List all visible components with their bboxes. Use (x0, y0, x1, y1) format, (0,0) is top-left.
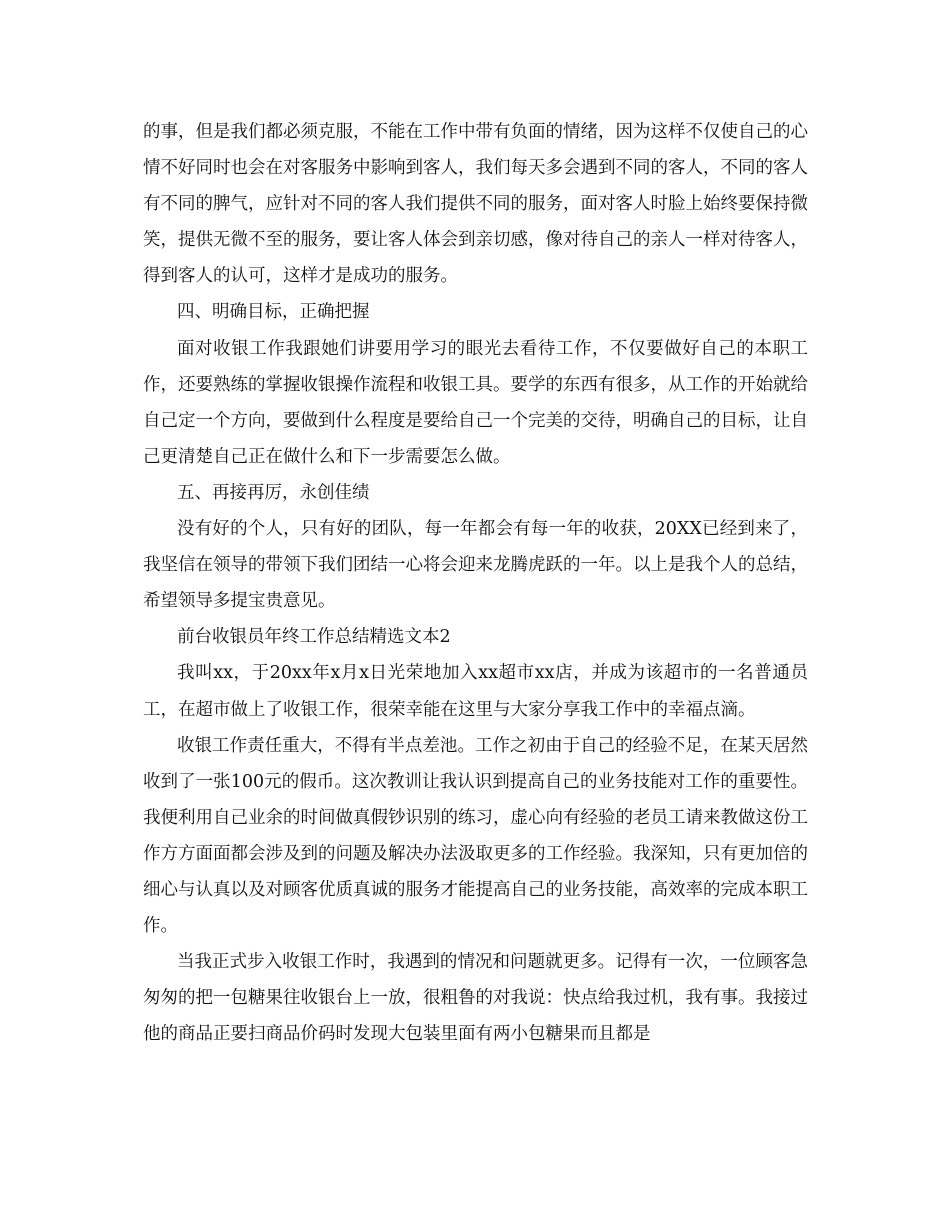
paragraph: 没有好的个人，只有好的团队，每一年都会有每一年的收获，20XX已经到来了，我坚信在领导的带领下我们团结一心将会迎来龙腾虎跃的一年。以上是我个人的总结，希望领导多提宝贵意见。 (143, 519, 808, 612)
paragraph-continued: 的事，但是我们都必须克服，不能在工作中带有负面的情绪，因为这样不仅使自己的心情不好同时也会在对客服务中影响到客人，我们每天多会遇到不同的客人，不同的客人有不同的脾气，应针对不同的客人我们提供不同的服务，面对客人时脸上始终要保持微笑，提供无微不至的服务，要让客人体会到亲切感，像对待自己的亲人一样对待客人，得到客人的认可，这样才是成功的服务。 (143, 122, 808, 287)
section-heading-five: 五、再接再厉，永创佳绩 (177, 482, 370, 503)
document-body (143, 114, 808, 1052)
paragraph: 面对收银工作我跟她们讲要用学习的眼光去看待工作，不仅要做好自己的本职工作，还要熟练的掌握收银操作流程和收银工具。要学的东西有很多，从工作的开始就给自己定一个方向，要做到什么程度是要给自己一个完美的交待，明确自己的目标，让自己更清楚自己正在做什么和下一步需要怎么做。 (143, 338, 808, 467)
paragraph: 我叫xx，于20xx年x月x日光荣地加入xx超市xx店，并成为该超市的一名普通员工，在超市做上了收银工作，很荣幸能在这里与大家分享我工作中的幸福点滴。 (143, 663, 808, 720)
section-heading-four: 四、明确目标，正确把握 (177, 302, 370, 323)
paragraph: 收银工作责任重大，不得有半点差池。工作之初由于自己的经验不足，在某天居然收到了一张100元的假币。这次教训让我认识到提高自己的业务技能对工作的重要性。我便利用自己业余的时间做真假钞识别的练习，虚心向有经验的老员工请来教做这份工作方方面面都会涉及到的问题及解决办法汲取更多的工作经验。我深知，只有更加倍的细心与认真以及对顾客优质真诚的服务才能提高自己的业务技能，高效率的完成本职工作。 (143, 735, 808, 937)
paragraph: 当我正式步入收银工作时，我遇到的情况和问题就更多。记得有一次，一位顾客急匆匆的把一包糖果往收银台上一放，很粗鲁的对我说：快点给我过机，我有事。我接过他的商品正要扫商品价码时发现大包装里面有两小包糖果而且都是 (143, 952, 808, 1045)
document-subtitle: 前台收银员年终工作总结精选文本2 (177, 627, 451, 648)
